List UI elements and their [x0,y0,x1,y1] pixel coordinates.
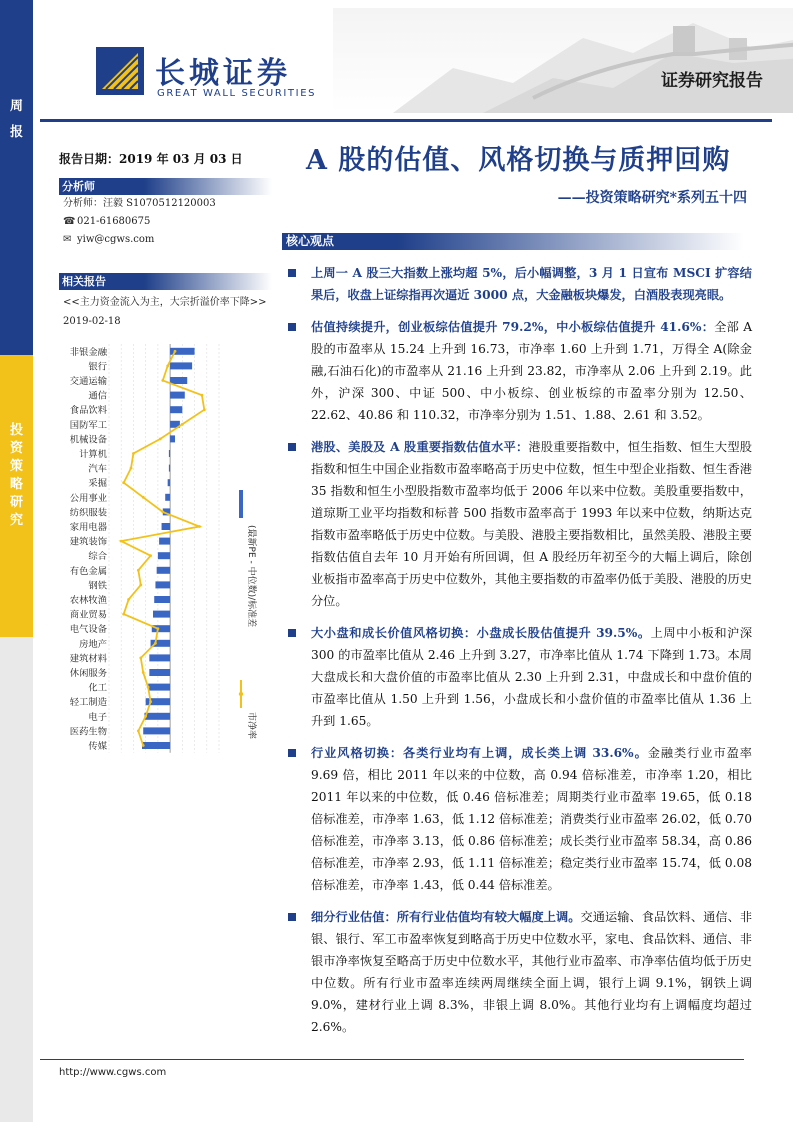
great-wall-logo-icon [96,47,144,95]
chart-category-label: 医药生物 [69,726,107,738]
chart-series-point [159,438,162,441]
related-report-date: 2019-02-18 [63,316,121,327]
chart-category-label: 轻工制造 [69,697,107,709]
bullet-square-icon [288,629,296,637]
page-subtitle: ——投资策略研究*系列五十四 [557,190,747,206]
chart-category-label: 国防军工 [69,419,107,431]
chart-category-label: 食品饮料 [69,405,107,417]
chart-category-label: 电气设备 [69,624,107,636]
chart-category-label: 房地产 [79,638,107,650]
chart-series-point [161,511,164,514]
chart-series-point [154,642,157,645]
core-view-bullets [282,262,752,1048]
chart-bar [170,435,175,442]
chart-series-point [142,496,145,499]
chart-bar [158,552,170,559]
analyst-email[interactable]: yiw@cgws.com [77,234,155,245]
sidebar-weekly-label [0,98,33,142]
chart-category-label: 公用事业 [69,492,107,504]
bullet-lead: 估值持续提升，创业板综估值提升 79.2%，中小板综估值提升 41.6%： [311,320,715,334]
chart-category-label: 通信 [88,390,107,402]
chart-series-point [166,365,169,368]
bullet-item [282,742,752,896]
left-sidebar [0,0,33,1122]
mail-icon: ✉ [63,234,72,245]
related-reports-header: 相关报告 [59,273,272,290]
bullet-square-icon [288,443,296,451]
bullet-lead: 大小盘和成长价值风格切换：小盘成长股估值提升 39.5%。 [311,626,651,640]
bullet-square-icon [288,269,296,277]
chart-series-point [198,525,201,528]
chart-series-point [139,584,142,587]
chart-bar [165,494,170,501]
industry-valuation-chart [59,340,272,770]
chart-series-point [142,744,145,747]
bullet-body: 金融类行业市盈率 9.69 倍，相比 2011 年以来的中位数，高 0.94 倍标准差，市净率 1.20，相比 2011 年以来的中位数，低 0.46 倍标准差；周期类行业市盈率 19.65，低 0.18 倍标准差，市净率 1.63，低 1.12 倍标准差；消费类行业市盈率 26.02，低 0.70 倍标准差，市净率 3.13，低 0.86 倍标准差；成长类行业市盈率 58.34，高 0.86 倍标准差，市净率 2.93，低 1.11 倍标准差；稳定类行业市盈率 15.74，低 0.08 倍标准差，市净率 1.43，低 0.44 倍标准差。 [311,746,752,892]
bullet-item [282,316,752,426]
chart-legend-line-marker [239,692,243,696]
analyst-name: 分析师：汪毅 S1070512120003 [63,198,216,209]
chart-series-point [161,379,164,382]
chart-series-point [149,700,152,703]
bullet-item [282,262,752,306]
chart-bar [170,377,187,384]
chart-bar [169,465,170,472]
chart-category-label: 银行 [88,361,107,373]
chart-category-label: 纺织服装 [69,507,107,519]
sidebar-category-char: 策 [9,459,23,474]
bullet-item [282,436,752,612]
chart-category-label: 采掘 [88,478,107,490]
chart-series-point [149,554,152,557]
chart-series-point [122,481,125,484]
bullet-lead: 细分行业估值：所有行业估值均有较大幅度上调。 [311,910,581,924]
bullet-body: 交通运输、食品饮料、通信、非银、银行、军工市盈率恢复到略高于历史中位数水平，家电、食品饮料、通信、非银市净率恢复至略高于历史中位数水平，其他行业市盈率、市净率估值均低于历史中位数。所有行业市盈率连续两周继续全面上调，银行上调 9.1%，钢铁上调 9.0%，建材行业上调 8.3%，非银上调 8.0%。其他行业均有上调幅度均超过 2.6%。 [311,910,753,1034]
sidebar-category-char: 略 [9,477,23,492]
bullet-lead: 行业风格切换：各类行业均有上调，成长类上调 33.6%。 [311,746,648,760]
chart-bar [155,581,170,588]
chart-bar [152,625,170,632]
chart-series-point [144,715,147,718]
chart-bar [144,713,170,720]
chart-category-label: 商业贸易 [69,609,107,621]
sidebar-weekly-char: 报 [9,125,23,140]
footer-divider [40,1059,744,1060]
bullet-square-icon [288,323,296,331]
sidebar-category-char: 研 [9,495,23,510]
chart-category-label: 交通运输 [69,376,107,387]
chart-series-point [174,350,177,353]
chart-legend-line-label: 市净率 [246,712,256,740]
chart-category-label: 计算机 [79,449,107,460]
sidebar-category-char: 资 [9,441,23,456]
sidebar-category-char: 究 [9,513,23,528]
chart-category-label: 建筑材料 [69,653,107,665]
chart-category-label: 休闲服务 [69,668,107,679]
chart-bar [149,654,170,661]
bullet-body: 上周中小板和沪深 300 的市盈率比值从 2.46 上升到 3.27，市净率比值从 1.74 下降到 1.73。本周大盘成长和大盘价值的市盈率比值从 2.30 上升到 2.31，中盘成长和中盘价值的市盈率比值从 1.50 上升到 1.56，小盘成长和小盘价值的市盈率比值从 1.36 上升到 1.65。 [311,626,753,728]
bullet-lead: 港股、美股及 A 股重要指数估值水平： [311,440,529,454]
chart-category-label: 综合 [88,551,107,563]
chart-series-point [130,467,133,470]
bullet-body: 港股重要指数中，恒生指数、恒生大型股指数和恒生中国企业指数市盈率略高于历史中位数，恒生中型企业指数、恒生香港 35 指数和恒生小型股指数市盈率均低于 2006 年以来中位数。美股重要指数中，道琼斯工业平均指数和标普 500 指数市盈率高于 1993 年以来中位数，纳斯达克指数市盈率略低于历史中位数。与美股、港股主要指数相比，虽然美股、港股主要指数估值自去年 10 月开始有所回调，但 A 股经历年初至今的大幅上调后，除创业板指市盈率高于历史中位数外，其他主要指数的市盈率仍低于美股、港股的历史分位。 [311,440,752,608]
chart-category-label: 家用电器 [69,522,107,533]
chart-bar [169,450,170,457]
chart-category-label: 电子 [88,711,107,723]
chart-category-label: 非银金融 [69,346,107,358]
phone-icon: ☎ [63,216,76,227]
bullet-lead: 上周一 A 股三大指数上涨均超 5%，后小幅调整，3 月 1 日宣布 MSCI 扩容结果后，收盘上证综指再次逼近 3000 点，大金融板块爆发，白酒股表现亮眼。 [311,266,752,302]
page-title: A 股的估值、风格切换与质押回购 [306,145,731,176]
bullet-square-icon [288,749,296,757]
core-view-header: 核心观点 [282,233,744,250]
sidebar-category-label [0,422,33,530]
sidebar-bottom-band [0,637,33,1122]
chart-series-point [137,569,140,572]
chart-series-point [127,598,130,601]
report-type-label: 证券研究报告 [661,71,763,91]
chart-series-point [156,627,159,630]
chart-series-point [137,730,140,733]
chart-category-label: 汽车 [88,463,107,475]
chart-series-point [132,452,135,455]
bullet-item [282,622,752,732]
chart-bar [143,727,170,734]
chart-series-point [147,686,150,689]
brand-name-en: GREAT WALL SECURITIES [157,88,317,99]
chart-series-point [120,540,123,543]
bullet-item [282,906,752,1038]
chart-series-point [200,394,203,397]
chart-bar [168,479,170,486]
left-column [59,178,272,327]
analyst-phone: 021-61680675 [77,216,151,227]
chart-bar [142,742,170,749]
chart-bar [159,538,170,545]
chart-category-label: 机械设备 [69,434,107,446]
chart-series-point [142,671,145,674]
chart-bar [154,596,170,603]
chart-category-label: 农林牧渔 [69,595,107,606]
chart-category-label: 传媒 [88,741,107,752]
chart-bar [170,392,185,399]
header-divider [40,119,772,122]
analyst-phone-row [59,213,272,231]
chart-bar [148,684,170,691]
chart-category-label: 建筑装饰 [69,536,107,548]
chart-series-point [181,423,184,426]
chart-svg [59,340,272,770]
analyst-section-header: 分析师 [59,178,272,195]
chart-bar [170,362,192,369]
chart-series-point [203,408,206,411]
brand-name-cn: 长城证券 [155,56,291,91]
analyst-email-row [59,231,272,249]
chart-bar [170,406,182,413]
footer-url[interactable]: http://www.cgws.com [59,1067,167,1078]
report-date: 报告日期：2019 年 03 月 03 日 [59,152,243,166]
related-report-link[interactable]: <<主力资金流入为主，大宗折溢价率下降>> [63,297,267,308]
chart-bar [153,611,170,618]
sidebar-top-band [0,0,33,355]
chart-legend-bar-label: (最新PE - 中位数)/标准差 [246,525,256,628]
page-header [33,0,793,118]
bullet-square-icon [288,913,296,921]
chart-legend-bar-swatch [239,490,243,518]
sidebar-category-char: 投 [9,423,23,438]
chart-category-label: 化工 [88,682,107,694]
bullet-body: 全部 A 股的市盈率从 15.24 上升到 16.73，市净率 1.60 上升到 1.71，万得全 A(除金融,石油石化)的市盈率从 21.16 上升到 23.82，市净率从 2.06 上升到 2.19。此外，沪深 300、中证 500、中小板综、创业板综的市盈率分别为 12.50、22.62、40.86 和 110.32，市净率分别为 1.51、1.88、2.61 和 3.52。 [311,320,752,422]
chart-bar [157,567,170,574]
chart-series-point [139,657,142,660]
sidebar-weekly-char: 周 [9,99,23,114]
chart-bar [149,669,170,676]
chart-category-label: 钢铁 [88,580,107,592]
chart-category-label: 有色金属 [69,565,107,577]
chart-bar [162,523,171,530]
great-wall-illustration [333,8,793,113]
chart-series-point [122,613,125,616]
